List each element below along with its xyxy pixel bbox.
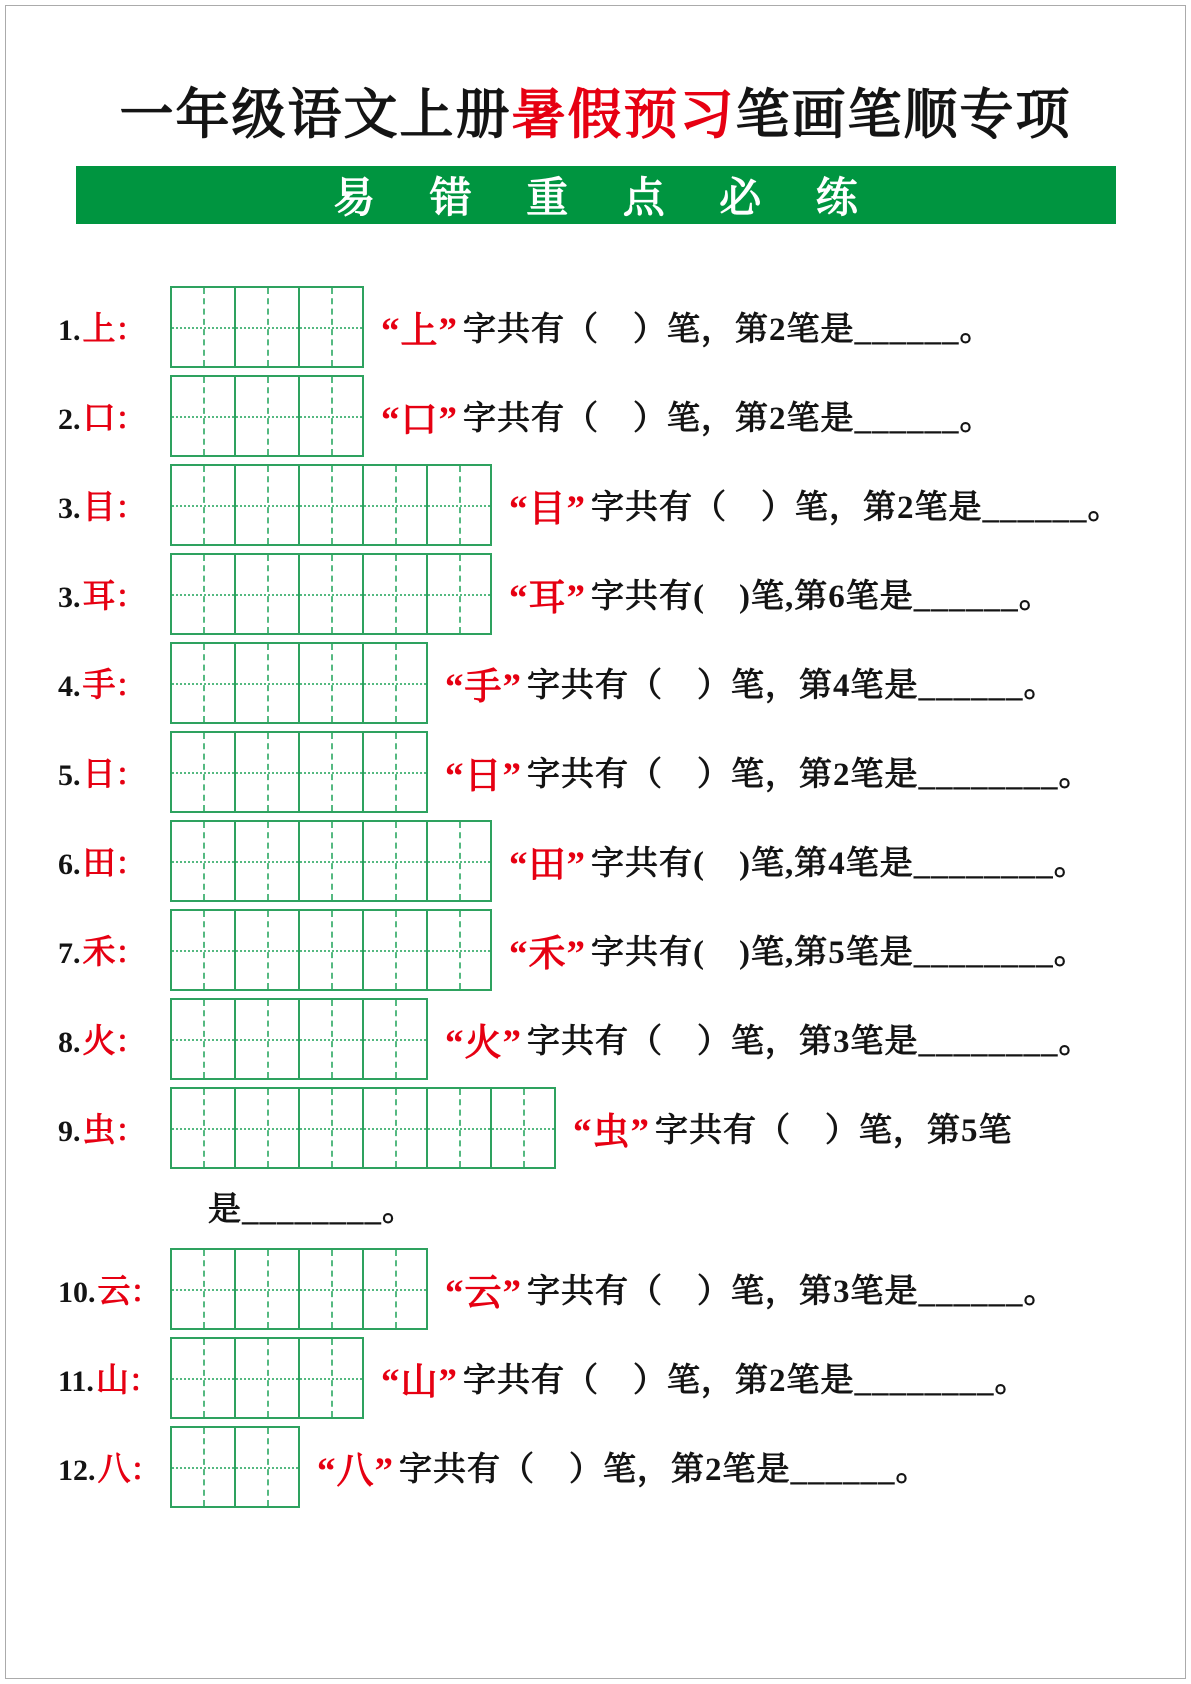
exercise-character: 上 bbox=[82, 312, 116, 348]
label-colon: ： bbox=[115, 937, 146, 970]
question-text: 字共有( )笔,第4笔是________。 bbox=[591, 846, 1088, 882]
question-line bbox=[445, 1262, 1058, 1316]
exercise-label bbox=[58, 392, 170, 439]
question-text: 字共有（ ）笔，第4笔是______。 bbox=[527, 668, 1058, 704]
grid-cell[interactable] bbox=[364, 644, 426, 722]
exercise-row-main bbox=[58, 998, 1191, 1080]
exercise-row-main bbox=[58, 375, 1191, 457]
exercise-row-main bbox=[58, 286, 1191, 368]
quoted-character: “火” bbox=[445, 1022, 522, 1064]
label-colon: ： bbox=[115, 492, 146, 525]
exercise-number: 4. bbox=[58, 670, 81, 703]
exercise-label bbox=[58, 1354, 170, 1401]
exercise-number: 3. bbox=[58, 581, 81, 614]
exercise-row-main bbox=[58, 1337, 1191, 1419]
exercise-character: 口 bbox=[82, 401, 116, 437]
question-line bbox=[445, 656, 1058, 710]
exercise-number: 1. bbox=[58, 314, 81, 347]
exercise-label bbox=[58, 926, 170, 973]
grid-cell[interactable] bbox=[364, 822, 428, 900]
quoted-character: “山” bbox=[381, 1361, 458, 1403]
grid-cell[interactable] bbox=[428, 911, 490, 989]
exercise-character: 云 bbox=[97, 1274, 131, 1310]
exercise-character: 日 bbox=[82, 757, 116, 793]
grid-cell[interactable] bbox=[300, 377, 362, 455]
grid-cell[interactable] bbox=[236, 1428, 298, 1506]
question-text: 字共有（ ）笔，第2笔是________。 bbox=[527, 757, 1093, 793]
grid-cell[interactable] bbox=[300, 1250, 364, 1328]
grid-cell[interactable] bbox=[236, 1250, 300, 1328]
grid-cell[interactable] bbox=[236, 1089, 300, 1167]
grid-cell[interactable] bbox=[364, 466, 428, 544]
grid-cell[interactable] bbox=[364, 1089, 428, 1167]
grid-cell[interactable] bbox=[364, 733, 426, 811]
exercise-row-main bbox=[58, 1248, 1191, 1330]
exercise-row bbox=[58, 642, 1191, 724]
exercise-row bbox=[58, 464, 1191, 546]
exercise-label bbox=[58, 481, 170, 528]
grid-cell[interactable] bbox=[300, 644, 364, 722]
exercise-number: 12. bbox=[58, 1454, 96, 1487]
label-colon: ： bbox=[115, 1115, 146, 1148]
grid-cell[interactable] bbox=[300, 733, 364, 811]
quoted-character: “目” bbox=[509, 488, 586, 530]
question-line bbox=[509, 567, 1053, 621]
exercise-row bbox=[58, 553, 1191, 635]
grid-cell[interactable] bbox=[236, 733, 300, 811]
label-colon: ： bbox=[115, 848, 146, 881]
question-text: 字共有（ ）笔，第2笔是______。 bbox=[591, 490, 1122, 526]
title-part-1: 一年级语文上册 bbox=[119, 85, 512, 145]
quoted-character: “禾” bbox=[509, 933, 586, 975]
question-line bbox=[509, 834, 1088, 888]
exercise-number: 3. bbox=[58, 492, 81, 525]
label-colon: ： bbox=[115, 1026, 146, 1059]
section-banner bbox=[76, 166, 1116, 224]
exercise-row bbox=[58, 375, 1191, 457]
question-text: 字共有（ ）笔，第5笔 bbox=[655, 1113, 1013, 1149]
exercise-row bbox=[58, 909, 1191, 991]
question-continuation: 是________。 bbox=[208, 1191, 416, 1228]
exercise-character: 火 bbox=[82, 1024, 116, 1060]
grid-cell[interactable] bbox=[236, 1339, 300, 1417]
question-text: 字共有( )笔,第6笔是______。 bbox=[591, 579, 1053, 615]
question-line bbox=[381, 300, 994, 354]
writing-grid bbox=[170, 464, 492, 546]
question-line bbox=[445, 745, 1093, 799]
exercise-label bbox=[58, 1015, 170, 1062]
writing-grid bbox=[170, 731, 428, 813]
grid-cell[interactable] bbox=[172, 1089, 236, 1167]
writing-grid bbox=[170, 553, 492, 635]
grid-cell[interactable] bbox=[172, 555, 236, 633]
writing-grid bbox=[170, 375, 364, 457]
grid-cell[interactable] bbox=[172, 288, 236, 366]
grid-cell[interactable] bbox=[236, 377, 300, 455]
grid-cell[interactable] bbox=[428, 822, 490, 900]
exercise-row bbox=[58, 1087, 1191, 1230]
exercise-label bbox=[58, 1443, 170, 1490]
question-text: 字共有（ ）笔，第2笔是______。 bbox=[399, 1452, 930, 1488]
question-line bbox=[317, 1440, 930, 1494]
grid-cell[interactable] bbox=[236, 911, 300, 989]
grid-cell[interactable] bbox=[236, 288, 300, 366]
exercise-list bbox=[0, 286, 1191, 1508]
grid-cell[interactable] bbox=[364, 1000, 426, 1078]
exercise-row bbox=[58, 1426, 1191, 1508]
exercise-number: 6. bbox=[58, 848, 81, 881]
grid-cell[interactable] bbox=[172, 733, 236, 811]
grid-cell[interactable] bbox=[236, 466, 300, 544]
exercise-row bbox=[58, 998, 1191, 1080]
exercise-number: 5. bbox=[58, 759, 81, 792]
writing-grid bbox=[170, 1337, 364, 1419]
exercise-row-main bbox=[58, 820, 1191, 902]
exercise-row-main bbox=[58, 731, 1191, 813]
grid-cell[interactable] bbox=[492, 1089, 554, 1167]
grid-cell[interactable] bbox=[172, 1250, 236, 1328]
exercise-row-main bbox=[58, 464, 1191, 546]
grid-cell[interactable] bbox=[236, 1000, 300, 1078]
question-line bbox=[509, 923, 1088, 977]
quoted-character: “耳” bbox=[509, 577, 586, 619]
quoted-character: “虫” bbox=[573, 1111, 650, 1153]
title-part-3: 笔画笔顺专项 bbox=[735, 85, 1072, 145]
grid-cell[interactable] bbox=[364, 555, 428, 633]
grid-cell[interactable] bbox=[172, 644, 236, 722]
page-title bbox=[0, 82, 1191, 150]
quoted-character: “日” bbox=[445, 755, 522, 797]
question-text: 字共有（ ）笔，第2笔是______。 bbox=[463, 312, 994, 348]
exercise-character: 耳 bbox=[82, 579, 116, 615]
label-colon: ： bbox=[115, 670, 146, 703]
grid-cell[interactable] bbox=[428, 555, 490, 633]
exercise-row bbox=[58, 820, 1191, 902]
question-line bbox=[445, 1012, 1093, 1066]
quoted-character: “云” bbox=[445, 1272, 522, 1314]
banner-text: 易 错 重 点 必 练 bbox=[333, 175, 880, 222]
grid-cell[interactable] bbox=[300, 1000, 364, 1078]
exercise-number: 7. bbox=[58, 937, 81, 970]
exercise-character: 田 bbox=[82, 846, 116, 882]
exercise-row bbox=[58, 286, 1191, 368]
question-line bbox=[509, 478, 1122, 532]
grid-cell[interactable] bbox=[364, 911, 428, 989]
grid-cell[interactable] bbox=[236, 644, 300, 722]
grid-cell[interactable] bbox=[236, 822, 300, 900]
title-part-highlight: 暑假预习 bbox=[511, 85, 736, 145]
grid-cell[interactable] bbox=[172, 911, 236, 989]
exercise-label bbox=[58, 1265, 170, 1312]
grid-cell[interactable] bbox=[236, 555, 300, 633]
exercise-number: 11. bbox=[58, 1365, 94, 1398]
exercise-character: 八 bbox=[97, 1452, 131, 1488]
exercise-label bbox=[58, 570, 170, 617]
quoted-character: “手” bbox=[445, 666, 522, 708]
grid-cell[interactable] bbox=[300, 911, 364, 989]
exercise-label bbox=[58, 748, 170, 795]
exercise-character: 手 bbox=[82, 668, 116, 704]
writing-grid bbox=[170, 998, 428, 1080]
label-colon: ： bbox=[130, 1276, 161, 1309]
grid-cell[interactable] bbox=[300, 288, 362, 366]
question-text: 字共有（ ）笔，第3笔是______。 bbox=[527, 1274, 1058, 1310]
grid-cell[interactable] bbox=[172, 1339, 236, 1417]
exercise-number: 8. bbox=[58, 1026, 81, 1059]
grid-cell[interactable] bbox=[172, 466, 236, 544]
quoted-character: “田” bbox=[509, 844, 586, 886]
quoted-character: “口” bbox=[381, 399, 458, 441]
exercise-number: 9. bbox=[58, 1115, 81, 1148]
writing-grid bbox=[170, 909, 492, 991]
grid-cell[interactable] bbox=[300, 1339, 362, 1417]
quoted-character: “八” bbox=[317, 1450, 394, 1492]
exercise-character: 虫 bbox=[82, 1113, 116, 1149]
question-text: 字共有（ ）笔，第3笔是________。 bbox=[527, 1024, 1093, 1060]
exercise-label bbox=[58, 837, 170, 884]
writing-grid bbox=[170, 1087, 556, 1169]
grid-cell[interactable] bbox=[300, 466, 364, 544]
grid-cell[interactable] bbox=[172, 1000, 236, 1078]
grid-cell[interactable] bbox=[300, 822, 364, 900]
writing-grid bbox=[170, 286, 364, 368]
label-colon: ： bbox=[115, 759, 146, 792]
grid-cell[interactable] bbox=[172, 822, 236, 900]
writing-grid bbox=[170, 642, 428, 724]
grid-cell[interactable] bbox=[428, 466, 490, 544]
exercise-character: 目 bbox=[82, 490, 116, 526]
grid-cell[interactable] bbox=[300, 1089, 364, 1167]
exercise-row-main bbox=[58, 1087, 1191, 1169]
exercise-row bbox=[58, 731, 1191, 813]
exercise-character: 禾 bbox=[82, 935, 116, 971]
writing-grid bbox=[170, 1248, 428, 1330]
quoted-character: “上” bbox=[381, 310, 458, 352]
writing-grid bbox=[170, 820, 492, 902]
exercise-row-main bbox=[58, 642, 1191, 724]
exercise-row-main bbox=[58, 909, 1191, 991]
label-colon: ： bbox=[128, 1365, 159, 1398]
exercise-label bbox=[58, 1104, 170, 1151]
question-text: 字共有( )笔,第5笔是________。 bbox=[591, 935, 1088, 971]
label-colon: ： bbox=[115, 403, 146, 436]
exercise-row-main bbox=[58, 1426, 1191, 1508]
exercise-label bbox=[58, 303, 170, 350]
grid-cell[interactable] bbox=[300, 555, 364, 633]
exercise-row-main bbox=[58, 553, 1191, 635]
label-colon: ： bbox=[115, 581, 146, 614]
question-text: 字共有（ ）笔，第2笔是______。 bbox=[463, 401, 994, 437]
grid-cell[interactable] bbox=[428, 1089, 492, 1167]
exercise-row bbox=[58, 1248, 1191, 1330]
exercise-number: 2. bbox=[58, 403, 81, 436]
exercise-number: 10. bbox=[58, 1276, 96, 1309]
grid-cell[interactable] bbox=[172, 1428, 236, 1506]
question-line bbox=[381, 389, 994, 443]
grid-cell[interactable] bbox=[172, 377, 236, 455]
question-line bbox=[573, 1101, 1013, 1155]
question-text: 字共有（ ）笔，第2笔是________。 bbox=[463, 1363, 1029, 1399]
question-line bbox=[381, 1351, 1029, 1405]
label-colon: ： bbox=[115, 314, 146, 347]
exercise-character: 山 bbox=[95, 1363, 129, 1399]
label-colon: ： bbox=[130, 1454, 161, 1487]
exercise-label bbox=[58, 659, 170, 706]
exercise-row bbox=[58, 1337, 1191, 1419]
grid-cell[interactable] bbox=[364, 1250, 426, 1328]
writing-grid bbox=[170, 1426, 300, 1508]
